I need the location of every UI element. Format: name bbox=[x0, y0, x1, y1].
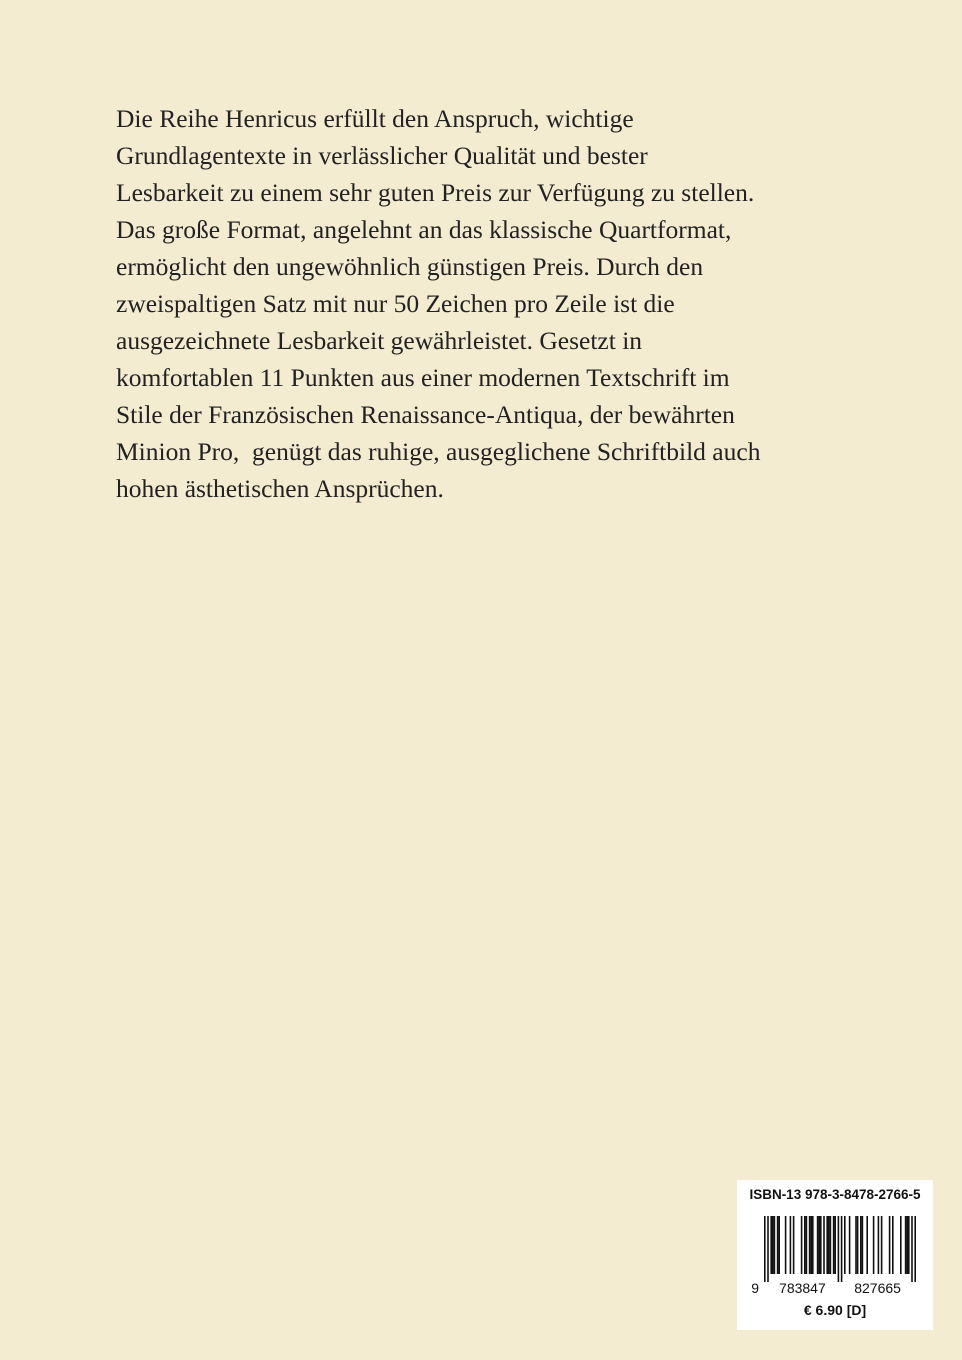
barcode-bar bbox=[892, 1216, 894, 1274]
barcode-digits: 9 bbox=[751, 1280, 759, 1296]
blurb-line: hohen ästhetischen Ansprüchen. bbox=[116, 474, 444, 503]
barcode-bar bbox=[812, 1216, 814, 1274]
blurb-line: Grundlagentexte in verlässlicher Qualität und bester bbox=[116, 141, 648, 170]
barcode-bar bbox=[774, 1216, 776, 1274]
barcode-bar bbox=[804, 1216, 806, 1274]
blurb-line: ermöglicht den ungewöhnlich günstigen Preis. Durch den bbox=[116, 252, 704, 281]
barcode-bar bbox=[914, 1216, 916, 1282]
barcode-bar bbox=[911, 1216, 913, 1282]
blurb-line: Minion Pro, genügt das ruhige, ausgeglichene Schriftbild auch bbox=[116, 437, 761, 466]
blurb-line: Die Reihe Henricus erfüllt den Anspruch, wichtige bbox=[116, 104, 634, 133]
price-label: € 6.90 [D] bbox=[803, 1302, 867, 1318]
barcode-bar bbox=[823, 1216, 825, 1274]
barcode-bar bbox=[778, 1216, 780, 1274]
barcode-bar bbox=[889, 1216, 891, 1274]
barcode-bar bbox=[855, 1216, 857, 1274]
blurb-line: zweispaltigen Satz mit nur 50 Zeichen pro Zeile ist die bbox=[116, 289, 675, 318]
barcode-digits: 827665 bbox=[854, 1280, 901, 1296]
barcode-bar bbox=[777, 1216, 779, 1274]
barcode-bar bbox=[844, 1216, 846, 1274]
barcode-bar bbox=[785, 1216, 787, 1274]
barcode-bar bbox=[818, 1216, 820, 1274]
barcode-bar bbox=[828, 1216, 830, 1274]
barcode-bar bbox=[881, 1216, 883, 1274]
barcode-bar bbox=[857, 1216, 859, 1274]
barcode-bar bbox=[830, 1216, 832, 1274]
barcode-bar bbox=[860, 1216, 862, 1274]
barcode-bar bbox=[873, 1216, 875, 1274]
barcode-bar bbox=[801, 1216, 803, 1274]
barcode-bar bbox=[905, 1216, 907, 1274]
blurb-text bbox=[116, 100, 816, 507]
isbn-barcode-label bbox=[737, 1180, 933, 1330]
barcode-bar bbox=[841, 1216, 843, 1282]
blurb-line: ausgezeichnete Lesbarkeit gewährleistet. Gesetzt in bbox=[116, 326, 643, 355]
barcode-bar bbox=[806, 1216, 808, 1274]
barcode-bar bbox=[820, 1216, 822, 1274]
barcode-bar bbox=[770, 1216, 772, 1274]
barcode-bar bbox=[838, 1216, 840, 1282]
barcode-digits: 783847 bbox=[779, 1280, 826, 1296]
barcode-bar bbox=[810, 1216, 812, 1274]
blurb-line: Lesbarkeit zu einem sehr guten Preis zur Verfügung zu stellen. bbox=[116, 178, 755, 207]
blurb-line: Das große Format, angelehnt an das klassische Quartformat, bbox=[116, 215, 732, 244]
blurb-line: Stile der Französischen Renaissance-Antiqua, der bewährten bbox=[116, 400, 735, 429]
barcode-bar bbox=[826, 1216, 828, 1274]
barcode-bar bbox=[809, 1216, 811, 1274]
barcode-bar bbox=[772, 1216, 774, 1274]
barcode-bar bbox=[908, 1216, 910, 1274]
barcode-bar bbox=[866, 1216, 868, 1274]
barcode-bar bbox=[764, 1216, 766, 1282]
barcode-bar bbox=[767, 1216, 769, 1282]
barcode-bar bbox=[790, 1216, 792, 1274]
barcode-bar bbox=[833, 1216, 835, 1274]
barcode-bar bbox=[906, 1216, 908, 1274]
barcode-bar bbox=[862, 1216, 864, 1274]
barcode-bar bbox=[878, 1216, 880, 1274]
barcode-bar bbox=[900, 1216, 902, 1274]
barcode-bar bbox=[849, 1216, 851, 1274]
isbn-number: ISBN-13 978-3-8478-2766-5 bbox=[749, 1187, 921, 1202]
barcode-bar bbox=[834, 1216, 836, 1274]
barcode-bar bbox=[817, 1216, 819, 1274]
barcode-bar bbox=[793, 1216, 795, 1274]
blurb-line: komfortablen 11 Punkten aus einer modernen Textschrift im bbox=[116, 363, 730, 392]
